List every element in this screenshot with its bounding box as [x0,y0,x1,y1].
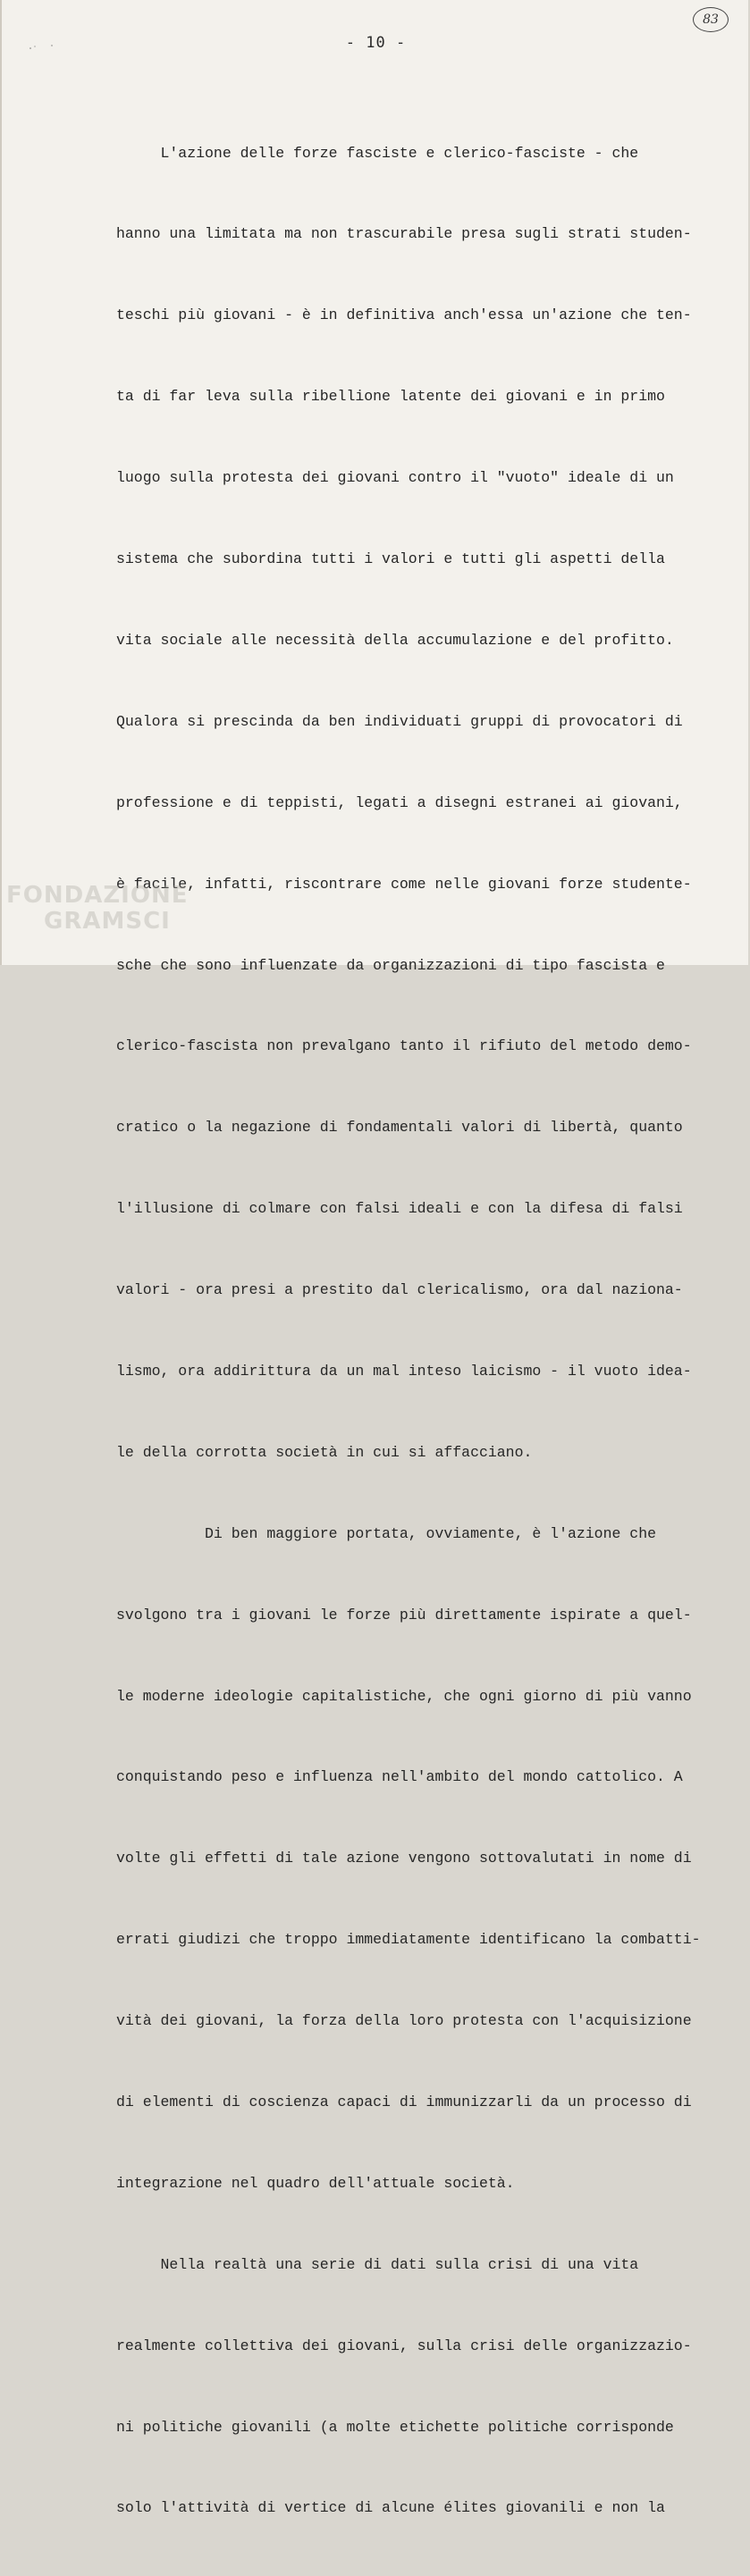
text-line: conquistando peso e influenza nell'ambito del mondo cattolico. A [116,1768,683,1786]
watermark-line-1: FONDAZIONE [6,882,189,909]
text-line: realmente collettiva dei giovani, sulla crisi delle organizzazio- [116,2337,692,2354]
text-line: Qualora si prescinda da ben individuati gruppi di provocatori di [116,712,683,730]
watermark-line-2: GRAMSCI [44,908,171,935]
fondazione-gramsci-watermark [6,883,188,935]
text-line: sche che sono influenzate da organizzazioni di tipo fascista e [116,956,665,974]
text-line: l'illusione di colmare con falsi ideali e con la difesa di falsi [116,1200,683,1218]
text-line: solo l'attività di vertice di alcune élites giovanili e non la [116,2499,665,2517]
text-line: luogo sulla protesta dei giovani contro il "vuoto" ideale di un [116,469,674,487]
text-line: vita sociale alle necessità della accumulazione e del profitto. [116,631,674,649]
archive-page-stamp: 83 [693,7,729,32]
text-line: Di ben maggiore portata, ovviamente, è l'azione che [116,1524,656,1542]
text-line: integrazione nel quadro dell'attuale società. [116,2174,515,2192]
text-line: svolgono tra i giovani le forze più direttamente ispirate a quel- [116,1606,692,1624]
text-line: le moderne ideologie capitalistiche, che ogni giorno di più vanno [116,1687,692,1705]
text-line: è facile, infatti, riscontrare come nelle giovani forze studente- [116,875,692,893]
text-line: L'azione delle forze fasciste e clerico-fasciste - che [116,144,639,162]
text-line: sistema che subordina tutti i valori e tutti gli aspetti della [116,550,665,568]
text-line: lismo, ora addirittura da un mal inteso laicismo - il vuoto idea- [116,1362,692,1380]
page-number: - 10 - [345,34,407,52]
text-line: le della corrotta società in cui si affacciano. [116,1443,533,1461]
text-line: professione e di teppisti, legati a disegni estranei ai giovani, [116,793,683,811]
text-line: cratico o la negazione di fondamentali valori di libertà, quanto [116,1119,683,1137]
text-line: teschi più giovani - è in definitiva anch'essa un'azione che ten- [116,306,692,324]
text-line: vità dei giovani, la forza della loro protesta con l'acquisizione [116,2012,692,2030]
typed-text-body [116,86,706,2576]
text-line: errati giudizi che troppo immediatamente identificano la combatti- [116,1931,701,1949]
text-line: valori - ora presi a prestito dal clericalismo, ora dal naziona- [116,1281,683,1299]
text-line: ni politiche giovanili (a molte etichette politiche corrisponde [116,2418,674,2436]
text-line: volte gli effetti di tale azione vengono sottovalutati in nome di [116,1850,692,1867]
text-line: di elementi di coscienza capaci di immunizzarli da un processo di [116,2093,692,2110]
text-line: clerico-fascista non prevalgano tanto il rifiuto del metodo demo- [116,1037,692,1055]
text-line: hanno una limitata ma non trascurabile presa sugli strati studen- [116,225,692,243]
text-line: Nella realtà una serie di dati sulla crisi di una vita [116,2255,639,2273]
text-line: ta di far leva sulla ribellione latente dei giovani e in primo [116,388,665,406]
